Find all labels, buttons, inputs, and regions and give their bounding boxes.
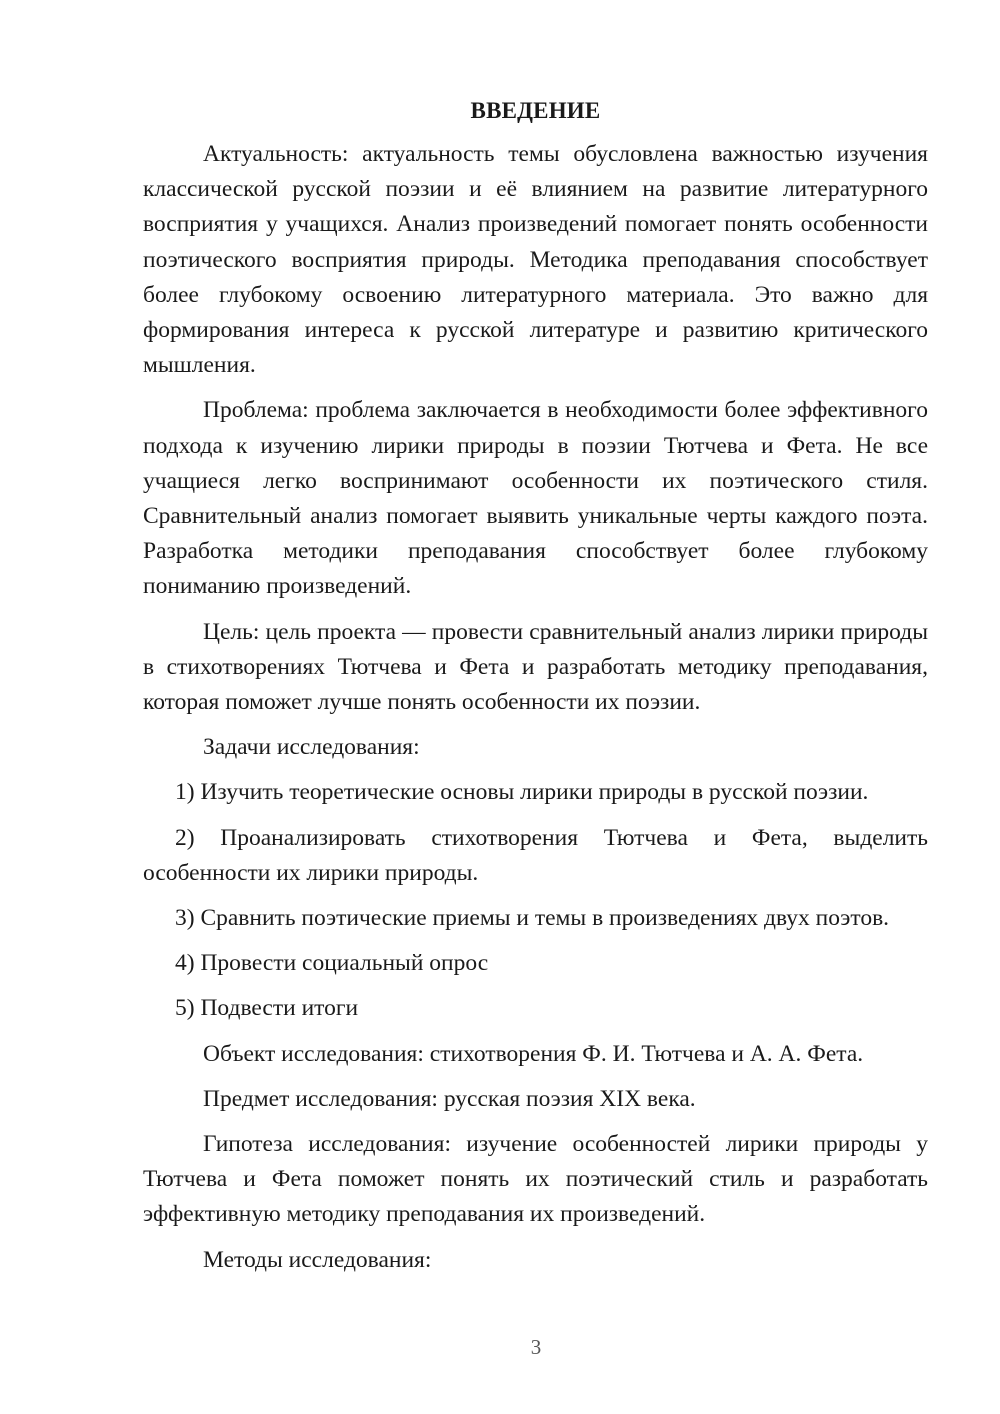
methods-heading: Методы исследования: bbox=[203, 1246, 432, 1273]
relevance-paragraph: Актуальность: актуальность темы обусловлена важностью изучения классической русской поэзии и её влиянием на развитие литературного восприятия у учащихся. Анализ произведений помогает понять особенности поэтического восприятия природы. Методика преподавания способствует более глубокому освоению литературного материала. Это важно для формирования интереса к русской литературе и развитию критического мышления. bbox=[143, 141, 928, 379]
object-paragraph: Объект исследования: стихотворения Ф. И. Тютчева и А. А. Фета. bbox=[203, 1040, 864, 1067]
problem-paragraph: Проблема: проблема заключается в необходимости более эффективного подхода к изучению лирики природы в поэзии Тютчева и Фета. Не все учащиеся легко воспринимают особенности их поэтического стиля. Сравнительный анализ помогает выявить уникальные черты каждого поэта. Разработка методики преподавания способствует более глубокому пониманию произведений. bbox=[143, 397, 928, 600]
goal-paragraph: Цель: цель проекта — провести сравнительный анализ лирики природы в стихотворениях Тютчева и Фета и разработать методику преподавания, которая поможет лучше понять особенности их поэзии. bbox=[143, 618, 928, 716]
tasks-list bbox=[143, 775, 928, 1026]
task-item: 3) Сравнить поэтические приемы и темы в произведениях двух поэтов. bbox=[175, 905, 890, 932]
page-number: 3 bbox=[530, 1335, 542, 1359]
task-item: 4) Провести социальный опрос bbox=[175, 950, 489, 977]
task-item: 2) Проанализировать стихотворения Тютчева и Фета, выделить особенности их лирики природы. bbox=[143, 824, 928, 886]
tasks-heading: Задачи исследования: bbox=[203, 734, 420, 761]
task-item: 5) Подвести итоги bbox=[175, 995, 359, 1022]
document-page bbox=[143, 96, 928, 1288]
subject-paragraph: Предмет исследования: русская поэзия XIX века. bbox=[203, 1085, 696, 1112]
section-title: ВВЕДЕНИЕ bbox=[470, 98, 601, 123]
hypothesis-paragraph: Гипотеза исследования: изучение особенностей лирики природы у Тютчева и Фета поможет понять их поэтический стиль и разработать эффективную методику преподавания их произведений. bbox=[143, 1131, 928, 1228]
task-item: 1) Изучить теоретические основы лирики природы в русской поэзии. bbox=[175, 779, 869, 806]
